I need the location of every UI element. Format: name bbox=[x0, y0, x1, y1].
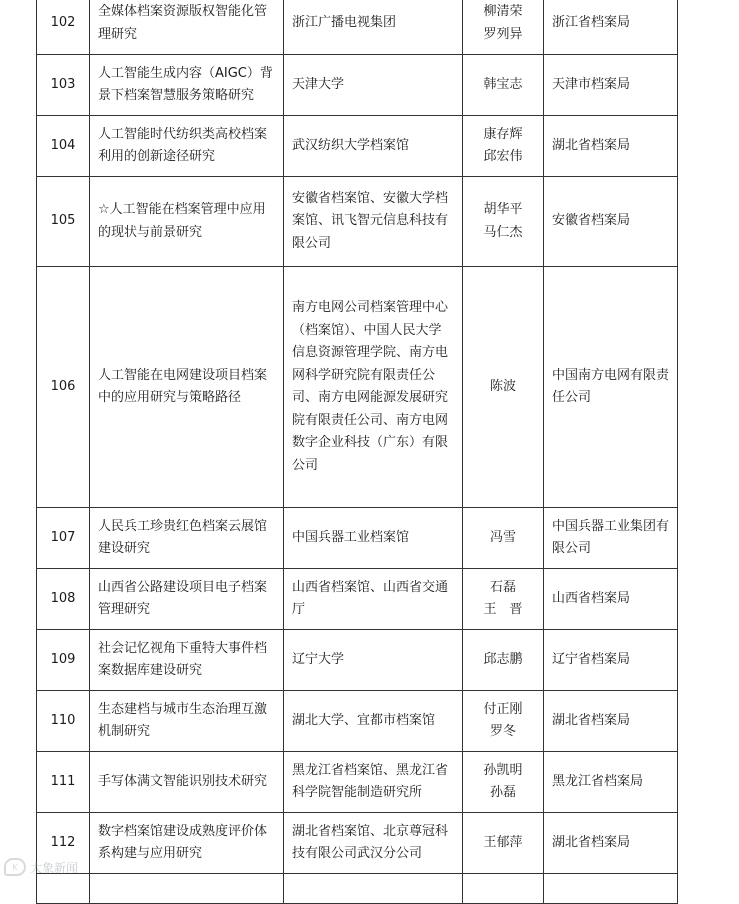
undertaking-unit: 中国兵器工业档案馆 bbox=[284, 508, 463, 569]
leader-name: 石磊 bbox=[489, 579, 516, 595]
recommending-department: 中国南方电网有限责任公司 bbox=[544, 267, 678, 508]
table-row bbox=[37, 508, 678, 569]
project-leaders bbox=[463, 874, 544, 904]
project-leaders bbox=[463, 116, 544, 177]
project-title: 数字档案馆建设成熟度评价体系构建与应用研究 bbox=[90, 813, 284, 874]
table-row bbox=[37, 177, 678, 267]
leader-name: 王郁萍 bbox=[483, 834, 523, 850]
project-title: 社会记忆视角下重特大事件档案数据库建设研究 bbox=[90, 630, 284, 691]
project-title: 全媒体档案资源版权智能化管理研究 bbox=[90, 0, 284, 55]
undertaking-unit: 湖北大学、宜都市档案馆 bbox=[284, 691, 463, 752]
table-row bbox=[37, 55, 678, 116]
project-table bbox=[36, 0, 678, 904]
project-table-body bbox=[37, 0, 678, 904]
leader-name: 柳清荣 bbox=[483, 4, 523, 19]
table-row bbox=[37, 752, 678, 813]
leader-name: 韩宝志 bbox=[483, 76, 523, 92]
row-number: 106 bbox=[37, 267, 90, 508]
leader-name: 冯雪 bbox=[489, 529, 516, 545]
undertaking-unit: 湖北省档案馆、北京尊冠科技有限公司武汉分公司 bbox=[284, 813, 463, 874]
project-leaders bbox=[463, 691, 544, 752]
leader-name: 孙磊 bbox=[489, 785, 516, 800]
recommending-department: 浙江省档案局 bbox=[544, 0, 678, 55]
leader-name: 胡华平 bbox=[483, 202, 523, 217]
project-title: 生态建档与城市生态治理互激机制研究 bbox=[90, 691, 284, 752]
row-number: 112 bbox=[37, 813, 90, 874]
recommending-department: 黑龙江省档案局 bbox=[544, 752, 678, 813]
recommending-department: 辽宁省档案局 bbox=[544, 630, 678, 691]
table-row bbox=[37, 569, 678, 630]
project-leaders bbox=[463, 55, 544, 116]
row-number: 109 bbox=[37, 630, 90, 691]
project-title: 山西省公路建设项目电子档案管理研究 bbox=[90, 569, 284, 630]
project-leaders bbox=[463, 752, 544, 813]
recommending-department: 湖北省档案局 bbox=[544, 691, 678, 752]
project-leaders bbox=[463, 813, 544, 874]
table-row bbox=[37, 874, 678, 904]
leader-name: 王 晋 bbox=[483, 602, 523, 617]
project-title: 人工智能时代纺织类高校档案利用的创新途径研究 bbox=[90, 116, 284, 177]
project-leaders bbox=[463, 0, 544, 55]
table-row bbox=[37, 116, 678, 177]
project-title: 人工智能在电网建设项目档案中的应用研究与策略路径 bbox=[90, 267, 284, 508]
row-number: 102 bbox=[37, 0, 90, 55]
table-row bbox=[37, 691, 678, 752]
recommending-department: 山西省档案局 bbox=[544, 569, 678, 630]
row-number: 110 bbox=[37, 691, 90, 752]
leader-name: 付正刚 bbox=[483, 701, 523, 717]
recommending-department: 中国兵器工业集团有限公司 bbox=[544, 508, 678, 569]
leader-name: 邱宏伟 bbox=[483, 149, 523, 164]
project-leaders bbox=[463, 508, 544, 569]
speech-bubble-logo-icon: K bbox=[4, 858, 26, 876]
watermark-text: 大象新闻 bbox=[30, 860, 79, 875]
table-row bbox=[37, 267, 678, 508]
project-leaders bbox=[463, 630, 544, 691]
row-number: 105 bbox=[37, 177, 90, 267]
project-title: 人工智能生成内容（AIGC）背景下档案智慧服务策略研究 bbox=[90, 55, 284, 116]
row-number: 108 bbox=[37, 569, 90, 630]
leader-name: 罗列异 bbox=[483, 26, 523, 42]
leader-name: 康存辉 bbox=[483, 126, 523, 142]
project-title: 人民兵工珍贵红色档案云展馆建设研究 bbox=[90, 508, 284, 569]
leader-name: 马仁杰 bbox=[483, 224, 523, 240]
undertaking-unit: 武汉纺织大学档案馆 bbox=[284, 116, 463, 177]
undertaking-unit bbox=[284, 874, 463, 904]
watermark bbox=[4, 855, 78, 879]
recommending-department: 安徽省档案局 bbox=[544, 177, 678, 267]
table-row bbox=[37, 813, 678, 874]
undertaking-unit: 天津大学 bbox=[284, 55, 463, 116]
project-leaders bbox=[463, 267, 544, 508]
leader-name: 邱志鹏 bbox=[483, 651, 523, 667]
undertaking-unit: 山西省档案馆、山西省交通厅 bbox=[284, 569, 463, 630]
project-title: 手写体满文智能识别技术研究 bbox=[90, 752, 284, 813]
project-title: ☆人工智能在档案管理中应用的现状与前景研究 bbox=[90, 177, 284, 267]
project-title bbox=[90, 874, 284, 904]
leader-name: 罗冬 bbox=[489, 724, 516, 739]
row-number: 111 bbox=[37, 752, 90, 813]
undertaking-unit: 黑龙江省档案馆、黑龙江省科学院智能制造研究所 bbox=[284, 752, 463, 813]
undertaking-unit: 浙江广播电视集团 bbox=[284, 0, 463, 55]
recommending-department: 湖北省档案局 bbox=[544, 813, 678, 874]
row-number: 104 bbox=[37, 116, 90, 177]
undertaking-unit: 辽宁大学 bbox=[284, 630, 463, 691]
table-row bbox=[37, 630, 678, 691]
project-leaders bbox=[463, 569, 544, 630]
row-number: 103 bbox=[37, 55, 90, 116]
recommending-department bbox=[544, 874, 678, 904]
row-number: 107 bbox=[37, 508, 90, 569]
recommending-department: 天津市档案局 bbox=[544, 55, 678, 116]
undertaking-unit: 南方电网公司档案管理中心（档案馆）、中国人民大学信息资源管理学院、南方电网科学研究院有限责任公司、南方电网能源发展研究院有限责任公司、南方电网数字企业科技（广东）有限公司 bbox=[284, 267, 463, 508]
leader-name: 陈波 bbox=[489, 378, 516, 394]
recommending-department: 湖北省档案局 bbox=[544, 116, 678, 177]
table-row bbox=[37, 0, 678, 55]
leader-name: 孙凯明 bbox=[483, 762, 523, 778]
project-leaders bbox=[463, 177, 544, 267]
undertaking-unit: 安徽省档案馆、安徽大学档案馆、讯飞智元信息科技有限公司 bbox=[284, 177, 463, 267]
